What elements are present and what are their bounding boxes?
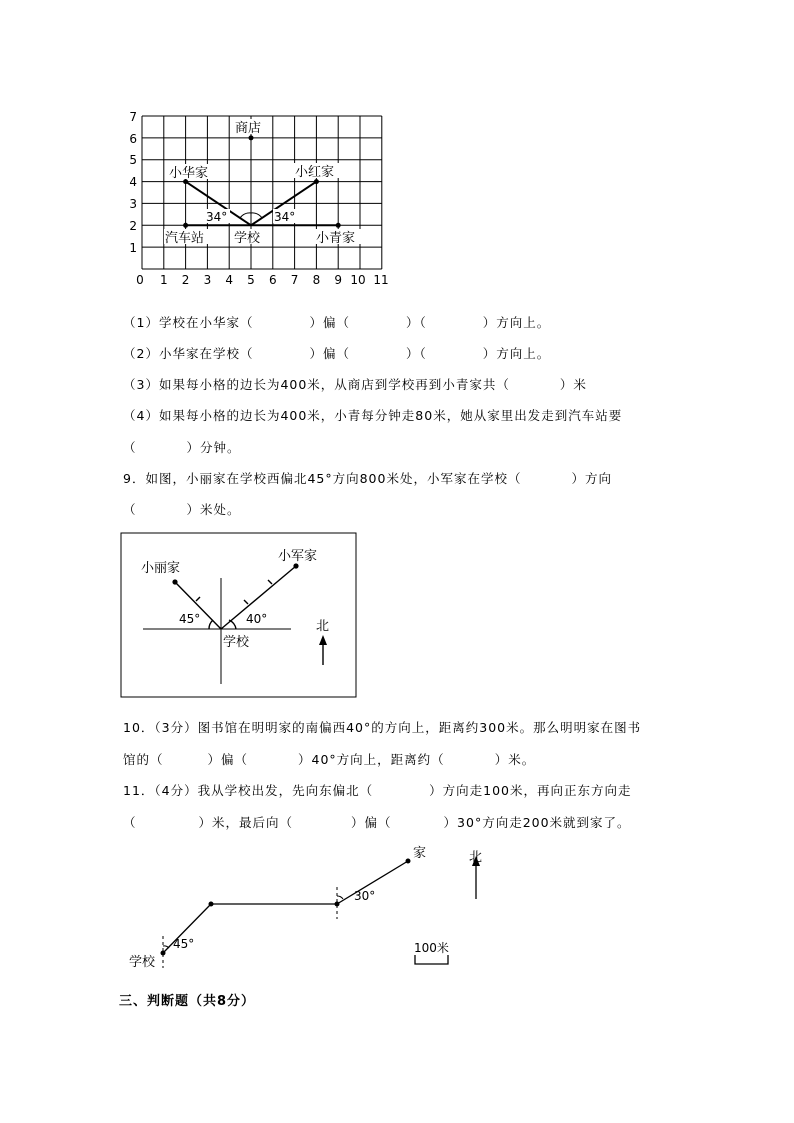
label-xiaojun: 小军家 <box>278 549 318 564</box>
angle-45: 45° <box>179 612 201 626</box>
q10-line1: 10．（3分）图书馆在明明家的南偏西40°的方向上，距离约300米。那么明明家在图书 <box>123 720 642 735</box>
x-tick: 10 <box>350 273 366 287</box>
q11-line2: （ ）米，最后向（ ）偏（ ）30°方向走200米就到家了。 <box>123 815 631 830</box>
label-bus-stop: 汽车站 <box>165 231 205 246</box>
y-tick: 7 <box>129 110 137 124</box>
q10-line2: 馆的（ ）偏（ ）40°方向上，距离约（ ）米。 <box>123 752 536 767</box>
x-tick: 3 <box>203 273 212 287</box>
y-tick: 1 <box>129 241 137 255</box>
label-shop: 商店 <box>235 121 262 136</box>
x-tick: 7 <box>290 273 299 287</box>
label-xiaohua: 小华家 <box>169 166 209 181</box>
x-tick: 0 <box>136 273 144 287</box>
section-heading: 三、判断题（共8分） <box>119 994 256 1009</box>
angle-45: 45° <box>173 937 195 951</box>
angle-40: 40° <box>246 612 268 626</box>
x-tick: 4 <box>225 273 234 287</box>
y-tick: 3 <box>129 197 137 211</box>
label-school: 学校 <box>129 955 156 970</box>
x-tick: 8 <box>312 273 321 287</box>
north-label: 北 <box>316 619 330 634</box>
label-xiaoqing: 小青家 <box>316 231 356 246</box>
q8-part4-answer: （ ）分钟。 <box>123 440 241 455</box>
label-xiaohong: 小红家 <box>295 165 335 180</box>
y-tick: 2 <box>129 219 137 233</box>
x-tick: 6 <box>268 273 277 287</box>
q8-part4: （4）如果每小格的边长为400米，小青每分钟走80米，她从家里出发走到汽车站要 <box>123 408 623 423</box>
q9-line2: （ ）米处。 <box>123 502 241 517</box>
q11-line1: 11．（4分）我从学校出发，先向东偏北（ ）方向走100米，再向正东方向走 <box>123 783 632 798</box>
q8-part3: （3）如果每小格的边长为400米，从商店到学校再到小青家共（ ）米 <box>123 377 587 392</box>
x-tick: 2 <box>181 273 190 287</box>
y-tick: 4 <box>129 175 137 189</box>
label-home: 家 <box>413 846 427 861</box>
angle-30: 30° <box>354 889 376 903</box>
north-label: 北 <box>469 850 483 865</box>
x-tick: 9 <box>334 273 343 287</box>
q9-line1: 9．如图，小丽家在学校西偏北45°方向800米处，小军家在学校（ ）方向 <box>123 471 612 486</box>
scale-label: 100米 <box>414 941 449 955</box>
label-school: 学校 <box>234 231 261 246</box>
angle-label-right: 34° <box>274 210 296 224</box>
x-tick: 1 <box>159 273 168 287</box>
label-xiaoli: 小丽家 <box>141 561 181 576</box>
label-school: 学校 <box>223 635 250 650</box>
angle-label-left: 34° <box>206 210 228 224</box>
x-tick: 5 <box>247 273 255 287</box>
x-tick: 11 <box>373 273 389 287</box>
y-tick: 5 <box>129 153 137 167</box>
q8-part1: （1）学校在小华家（ ）偏（ ）（ ）方向上。 <box>123 315 551 330</box>
q8-part2: （2）小华家在学校（ ）偏（ ）（ ）方向上。 <box>123 346 551 361</box>
y-tick: 6 <box>129 132 137 146</box>
